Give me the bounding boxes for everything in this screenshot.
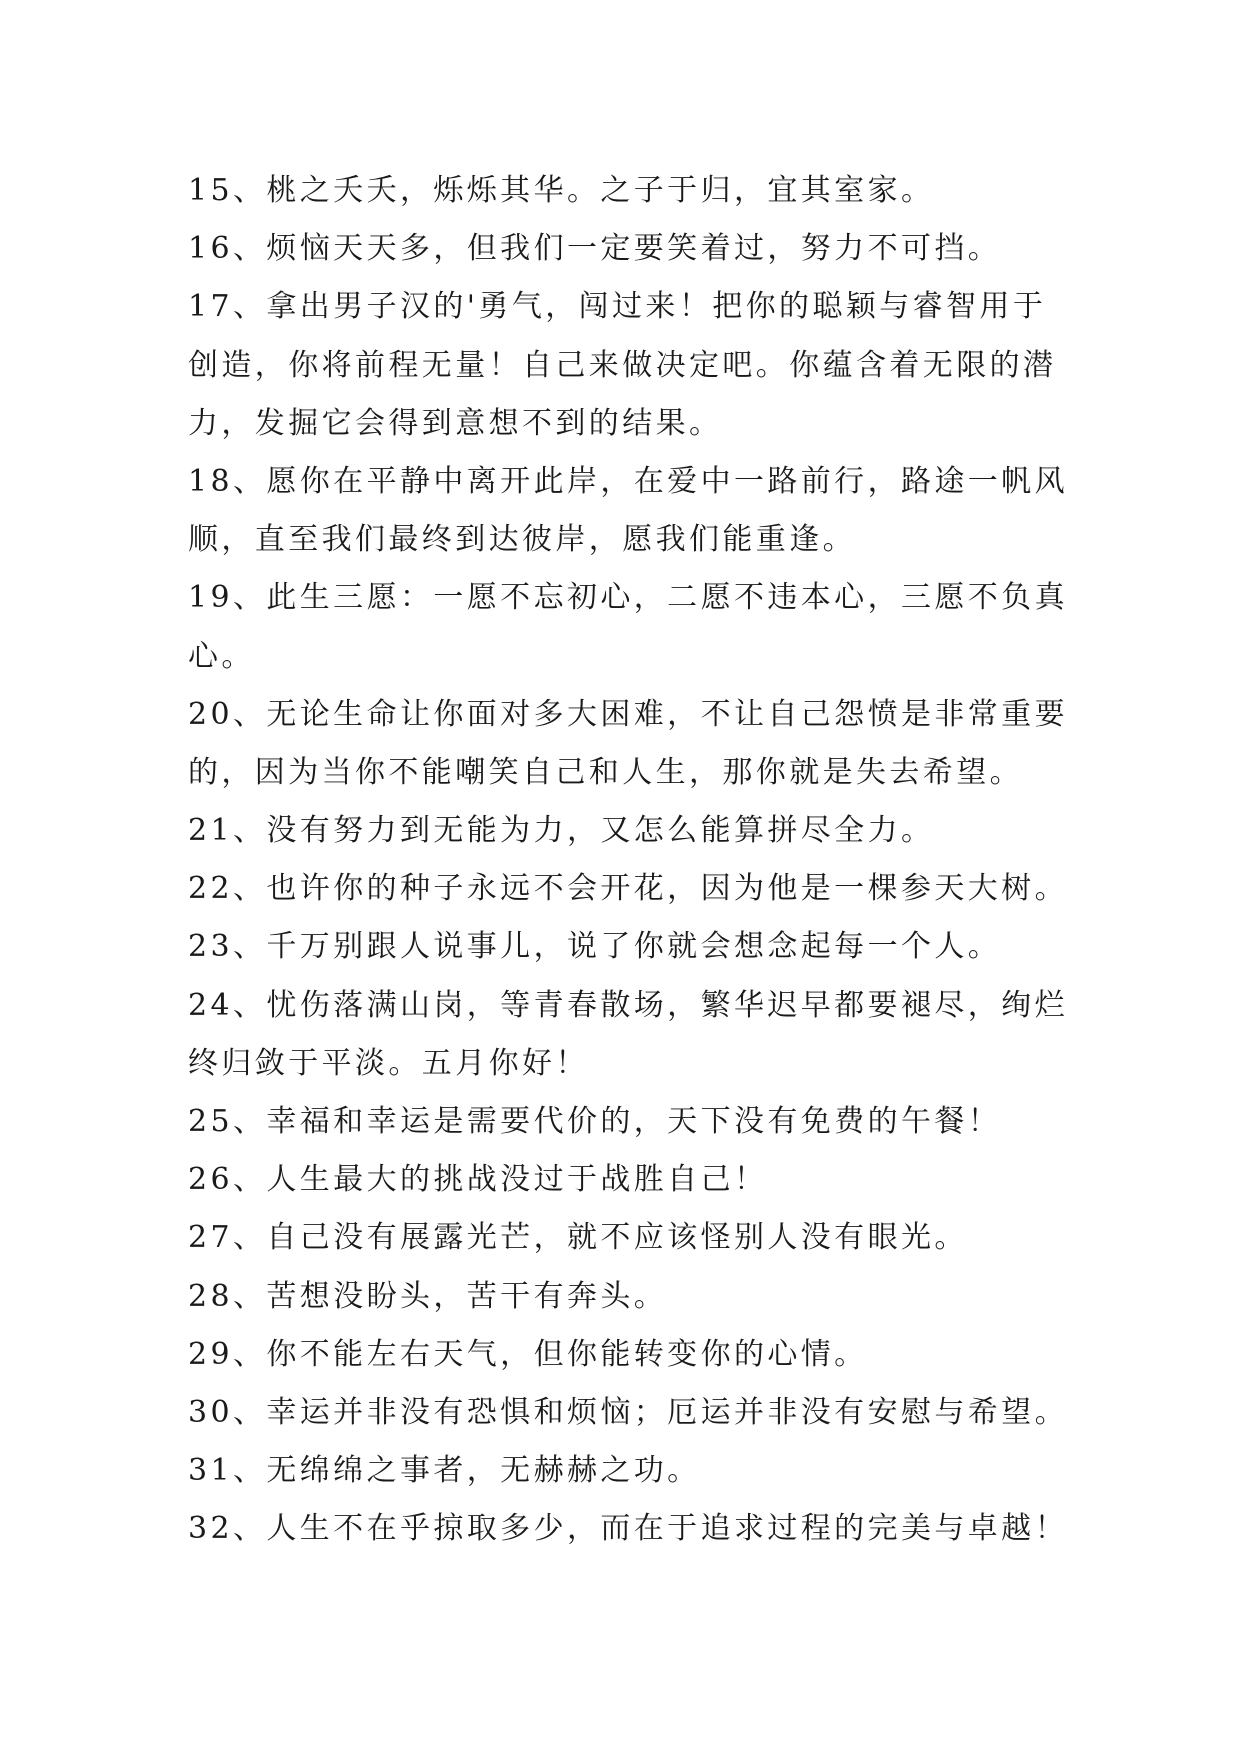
text-line: 27、自己没有展露光芒，就不应该怪别人没有眼光。: [188, 1220, 968, 1256]
text-line: 终归敛于平淡。五月你好！: [188, 1045, 589, 1081]
text-line: 22、也许你的种子永远不会开花，因为他是一棵参天大树。: [188, 871, 1068, 907]
text-line: 24、忧伤落满山岗，等青春散场，繁华迟早都要褪尽，绚烂: [188, 987, 1068, 1023]
text-line: 顺，直至我们最终到达彼岸，愿我们能重逢。: [188, 522, 856, 558]
text-line: 力，发掘它会得到意想不到的结果。: [188, 405, 723, 441]
text-line: 15、桃之夭夭，烁烁其华。之子于归，宜其室家。: [188, 173, 935, 208]
text-line: 29、你不能左右天气，但你能转变你的心情。: [188, 1336, 868, 1372]
text-line: 25、幸福和幸运是需要代价的，天下没有免费的午餐！: [188, 1104, 1002, 1139]
text-line: 的，因为当你不能嘲笑自己和人生，那你就是失去希望。: [188, 754, 1023, 790]
text-line: 28、苦想没盼头，苦干有奔头。: [188, 1278, 668, 1314]
text-line: 18、愿你在平静中离开此岸，在爱中一路前行，路途一帆风: [188, 463, 1068, 499]
text-line: 31、无绵绵之事者，无赫赫之功。: [188, 1453, 701, 1489]
text-line: 26、人生最大的挑战没过于战胜自己！: [188, 1162, 768, 1198]
text-line: 32、人生不在乎掠取多少，而在于追求过程的完美与卓越！: [188, 1511, 1068, 1547]
text-line: 20、无论生命让你面对多大困难，不让自己怨愤是非常重要: [188, 696, 1068, 732]
text-line: 30、幸运并非没有恐惧和烦恼；厄运并非没有安慰与希望。: [188, 1394, 1068, 1430]
text-line: 17、拿出男子汉的'勇气，闯过来！把你的聪颖与睿智用于: [188, 289, 1047, 325]
text-line: 19、此生三愿：一愿不忘初心，二愿不违本心，三愿不负真: [188, 580, 1068, 616]
text-line: 心。: [188, 638, 255, 674]
document-body: [188, 162, 1088, 1559]
text-line: 创造，你将前程无量！自己来做决定吧。你蕴含着无限的潜: [188, 347, 1057, 383]
text-line: 23、千万别跟人说事儿，说了你就会想念起每一个人。: [188, 929, 1002, 965]
text-line: 21、没有努力到无能为力，又怎么能算拼尽全力。: [188, 813, 935, 849]
text-line: 16、烦恼天天多，但我们一定要笑着过，努力不可挡。: [188, 231, 1002, 267]
